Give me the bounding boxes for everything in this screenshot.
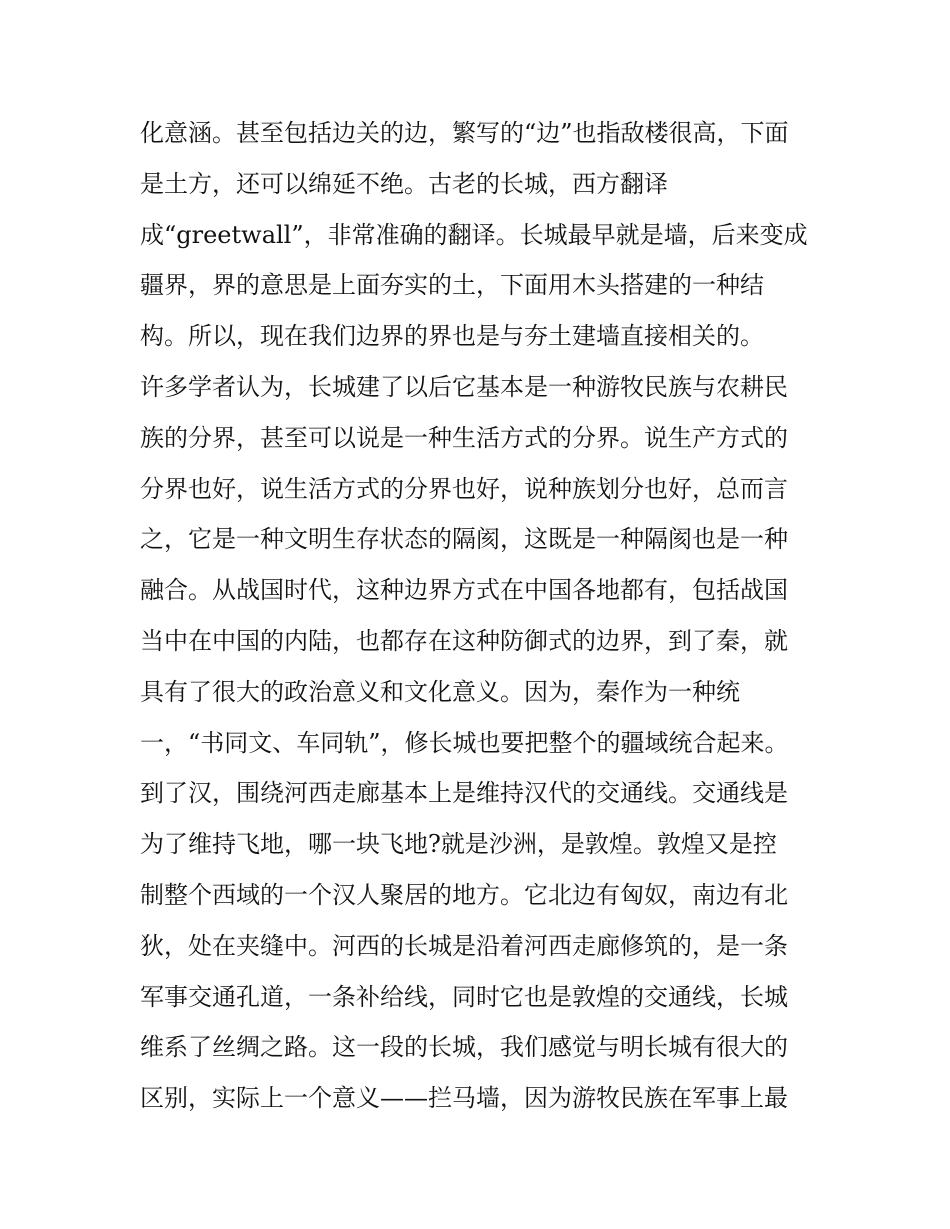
text-line: 是土方，还可以绵延不绝。古老的长城，西方翻译 <box>140 169 668 198</box>
text-line: 当中在中国的内陆，也都存在这种防御式的边界，到了秦，就 <box>140 626 788 655</box>
text-line: 族的分界，甚至可以说是一种生活方式的分界。说生产方式的 <box>140 423 788 452</box>
text-line: 疆界，界的意思是上面夯实的土，下面用木头搭建的一种结 <box>140 271 764 300</box>
text-line: 为了维持飞地，哪一块飞地?就是沙洲，是敦煌。敦煌又是控 <box>140 830 777 859</box>
body-text <box>140 108 820 1124</box>
text-line: 分界也好，说生活方式的分界也好，说种族划分也好，总而言 <box>140 474 788 503</box>
text-line: 成“greetwall”，非常准确的翻译。长城最早就是墙，后来变成 <box>140 220 808 249</box>
text-line: 维系了丝绸之路。这一段的长城，我们感觉与明长城有很大的 <box>140 1033 788 1062</box>
text-line: 具有了很大的政治意义和文化意义。因为，秦作为一种统 <box>140 677 740 706</box>
text-line: 狄，处在夹缝中。河西的长城是沿着河西走廊修筑的，是一条 <box>140 931 788 960</box>
text-line: 化意涵。甚至包括边关的边，繁写的“边”也指敌楼很高，下面 <box>140 119 789 147</box>
text-line: 许多学者认为，长城建了以后它基本是一种游牧民族与农耕民 <box>140 372 788 401</box>
text-line: 军事交通孔道，一条补给线，同时它也是敦煌的交通线，长城 <box>140 982 788 1011</box>
text-line: 区别，实际上一个意义——拦马墙，因为游牧民族在军事上最 <box>140 1084 788 1113</box>
text-line: 一，“书同文、车同轨”，修长城也要把整个的疆域统合起来。 <box>140 728 789 757</box>
text-line: 之，它是一种文明生存状态的隔阂，这既是一种隔阂也是一种 <box>140 525 788 554</box>
text-line: 到了汉，围绕河西走廊基本上是维持汉代的交通线。交通线是 <box>140 779 788 808</box>
text-line: 构。所以，现在我们边界的界也是与夯土建墙直接相关的。 <box>140 322 764 351</box>
text-line: 融合。从战国时代，这种边界方式在中国各地都有，包括战国 <box>140 576 788 605</box>
text-line: 制整个西域的一个汉人聚居的地方。它北边有匈奴，南边有北 <box>140 880 788 909</box>
